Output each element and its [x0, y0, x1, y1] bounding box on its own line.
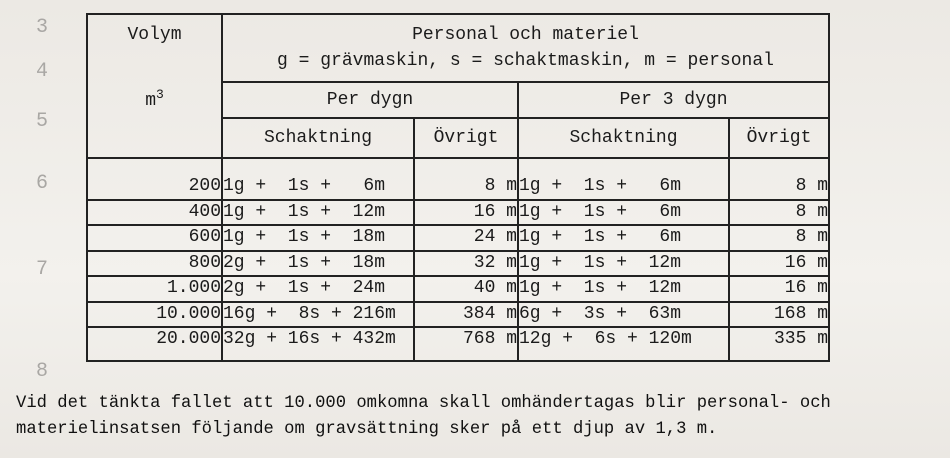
day-other-cell: 40 m — [414, 276, 518, 302]
day-excavation-cell: 1g + 1s + 6m — [222, 158, 414, 200]
three-day-excavation-cell: 1g + 1s + 6m — [518, 158, 729, 200]
day-other-cell: 32 m — [414, 251, 518, 277]
day-other-cell: 768 m — [414, 327, 518, 361]
table-row — [87, 327, 829, 361]
day-other-cell: 16 m — [414, 200, 518, 226]
volume-unit: $m^3$ — [145, 87, 164, 111]
volume-cell: 200 — [87, 158, 222, 200]
three-day-excavation-cell: 1g + 1s + 6m — [518, 200, 729, 226]
volume-cell: 600 — [87, 225, 222, 251]
personnel-table — [86, 13, 830, 362]
day-excavation-cell: 2g + 1s + 24m — [222, 276, 414, 302]
ghost-number: 6 — [36, 172, 49, 195]
table-row — [87, 302, 829, 328]
volume-cell: 10.000 — [87, 302, 222, 328]
day-other-cell: 384 m — [414, 302, 518, 328]
excavation-header: Schaktning — [222, 118, 414, 158]
ghost-number: 4 — [36, 60, 49, 83]
day-excavation-cell: 2g + 1s + 18m — [222, 251, 414, 277]
day-excavation-cell: 32g + 16s + 432m — [222, 327, 414, 361]
volume-cell: 20.000 — [87, 327, 222, 361]
ghost-number: 5 — [36, 110, 49, 133]
three-day-excavation-cell: 1g + 1s + 12m — [518, 251, 729, 277]
table-row — [87, 276, 829, 302]
three-day-other-cell: 168 m — [729, 302, 829, 328]
resource-title: Personal och materiel — [412, 25, 639, 45]
table-row — [87, 225, 829, 251]
ghost-number: 7 — [36, 258, 49, 281]
three-day-excavation-cell: 1g + 1s + 12m — [518, 276, 729, 302]
caption: Vid det tänkta fallet att 10.000 omkomna skall omhändertagas blir personal- och materielinsatsen följande om gravsättning sker på ett djup av 1,3 m. — [16, 394, 831, 439]
three-day-other-cell: 8 m — [729, 158, 829, 200]
volume-cell: 800 — [87, 251, 222, 277]
three-day-other-cell: 16 m — [729, 276, 829, 302]
three-day-other-cell: 335 m — [729, 327, 829, 361]
day-other-cell: 24 m — [414, 225, 518, 251]
volume-cell: 400 — [87, 200, 222, 226]
volume-header-cell — [87, 14, 222, 158]
three-day-other-cell: 8 m — [729, 200, 829, 226]
day-other-cell: 8 m — [414, 158, 518, 200]
per-day-header: Per dygn — [222, 82, 518, 118]
excavation-header: Schaktning — [518, 118, 729, 158]
other-header: Övrigt — [414, 118, 518, 158]
three-day-excavation-cell: 6g + 3s + 63m — [518, 302, 729, 328]
day-excavation-cell: 1g + 1s + 18m — [222, 225, 414, 251]
table-row — [87, 158, 829, 200]
ghost-number: 8 — [36, 360, 49, 383]
resource-legend: g = grävmaskin, s = schaktmaskin, m = personal — [277, 51, 774, 71]
ghost-number: 3 — [36, 16, 49, 39]
day-excavation-cell: 1g + 1s + 12m — [222, 200, 414, 226]
three-day-other-cell: 16 m — [729, 251, 829, 277]
table-row — [87, 200, 829, 226]
table-row — [87, 251, 829, 277]
three-day-excavation-cell: 1g + 1s + 6m — [518, 225, 729, 251]
three-day-excavation-cell: 12g + 6s + 120m — [518, 327, 729, 361]
day-excavation-cell: 16g + 8s + 216m — [222, 302, 414, 328]
volume-header: Volym — [127, 25, 182, 45]
resource-header — [222, 14, 829, 82]
volume-cell: 1.000 — [87, 276, 222, 302]
per-3-days-header: Per 3 dygn — [518, 82, 829, 118]
three-day-other-cell: 8 m — [729, 225, 829, 251]
other-header: Övrigt — [729, 118, 829, 158]
